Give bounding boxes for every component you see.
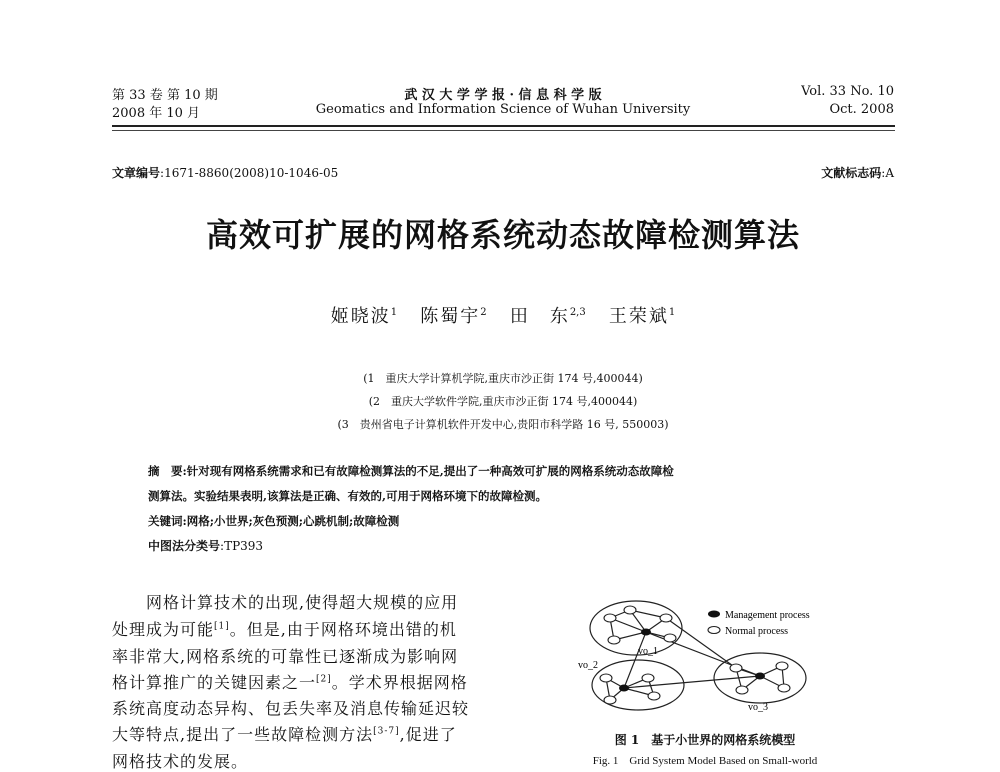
journal-month: Oct. 2008 xyxy=(829,102,894,117)
label-vo2: vo_2 xyxy=(578,660,598,671)
legend-management: Management process xyxy=(725,610,810,621)
author: 王荣斌$^1$ xyxy=(608,306,676,327)
journal-volume: Vol. 33 No. 10 xyxy=(801,84,894,99)
clc-number: 中图法分类号:TP393 xyxy=(148,539,264,553)
article-number-label: 文章编号 xyxy=(112,166,161,180)
abstract-line-2: 测算法。实验结果表明,该算法是正确、有效的,可用于网格环境下的故障检测。 xyxy=(148,489,548,503)
journal-issue: 第 33 卷 第 10 期 xyxy=(112,88,218,103)
body-line: 大等特点,提出了一些故障检测方法[3-7],促进了 xyxy=(112,725,457,744)
affiliation-1: (1 重庆大学计算机学院,重庆市沙正街 174 号,400044) xyxy=(363,372,643,385)
keywords-label: 关键词 xyxy=(148,514,183,528)
document-code-value: A xyxy=(885,166,894,180)
management-process-icon xyxy=(708,611,720,618)
abstract-label: 摘 要 xyxy=(148,464,183,478)
journal-name-cn: 武 汉 大 学 学 报 · 信 息 科 学 版 xyxy=(404,88,602,103)
affiliation-3: (3 贵州省电子计算机软件开发中心,贵阳市科学路 16 号, 550003) xyxy=(337,418,669,431)
normal-process-icon xyxy=(708,627,720,634)
affiliation-2: (2 重庆大学软件学院,重庆市沙正街 174 号,400044) xyxy=(368,395,638,408)
author: 姬晓波$^1$ xyxy=(330,306,398,327)
figure-caption: 图 1 基于小世界的网格系统模型 xyxy=(614,733,796,747)
keywords-value: 网格;小世界;灰色预测;心跳机制;故障检测 xyxy=(186,514,400,528)
author-list xyxy=(331,302,676,328)
header-rule-thick xyxy=(112,125,895,127)
article-number-value: 1671-8860(2008)10-1046-05 xyxy=(164,166,339,180)
author: 田 东$^{2,3}$ xyxy=(509,306,586,327)
body-line: 处理成为可能[1]。但是,由于网格环境出错的机 xyxy=(112,620,457,639)
journal-name-en: Geomatics and Information Science of Wuhan University xyxy=(315,102,691,117)
clc-value: TP393 xyxy=(224,539,264,553)
keywords: 关键词:网格;小世界;灰色预测;心跳机制;故障检测 xyxy=(148,514,400,528)
body-line: 网格计算技术的出现,使得超大规模的应用 xyxy=(112,593,459,612)
label-vo3: vo_3 xyxy=(748,702,768,713)
journal-date: 2008 年 10 月 xyxy=(112,106,201,121)
body-line: 系统高度动态异构、包丢失率及消息传输延迟较 xyxy=(112,699,470,718)
author: 陈蜀宇$^2$ xyxy=(420,306,487,327)
body-line: 率非常大,网格系统的可靠性已逐渐成为影响网 xyxy=(112,647,459,666)
paper-title: 高效可扩展的网格系统动态故障检测算法 xyxy=(205,216,801,254)
body-line: 格计算推广的关键因素之一[2]。学术界根据网格 xyxy=(112,673,468,692)
article-number: 文章编号:1671-8860(2008)10-1046-05 xyxy=(112,166,339,180)
legend-normal: Normal process xyxy=(725,626,789,637)
clc-label: 中图法分类号 xyxy=(148,539,221,553)
small-world-diagram xyxy=(570,592,870,720)
header-rule-thin xyxy=(112,130,895,131)
abstract-line-1: 摘 要:针对现有网格系统需求和已有故障检测算法的不足,提出了一种高效可扩展的网格系统动态故障检 xyxy=(148,464,674,478)
body-line: 网格技术的发展。 xyxy=(112,752,249,771)
document-code: 文献标志码:A xyxy=(821,166,894,180)
document-code-label: 文献标志码 xyxy=(821,166,882,180)
label-vo1: vo_1 xyxy=(638,646,658,657)
figure-caption-en: Fig. 1 Grid System Model Based on Small-world xyxy=(592,755,818,767)
